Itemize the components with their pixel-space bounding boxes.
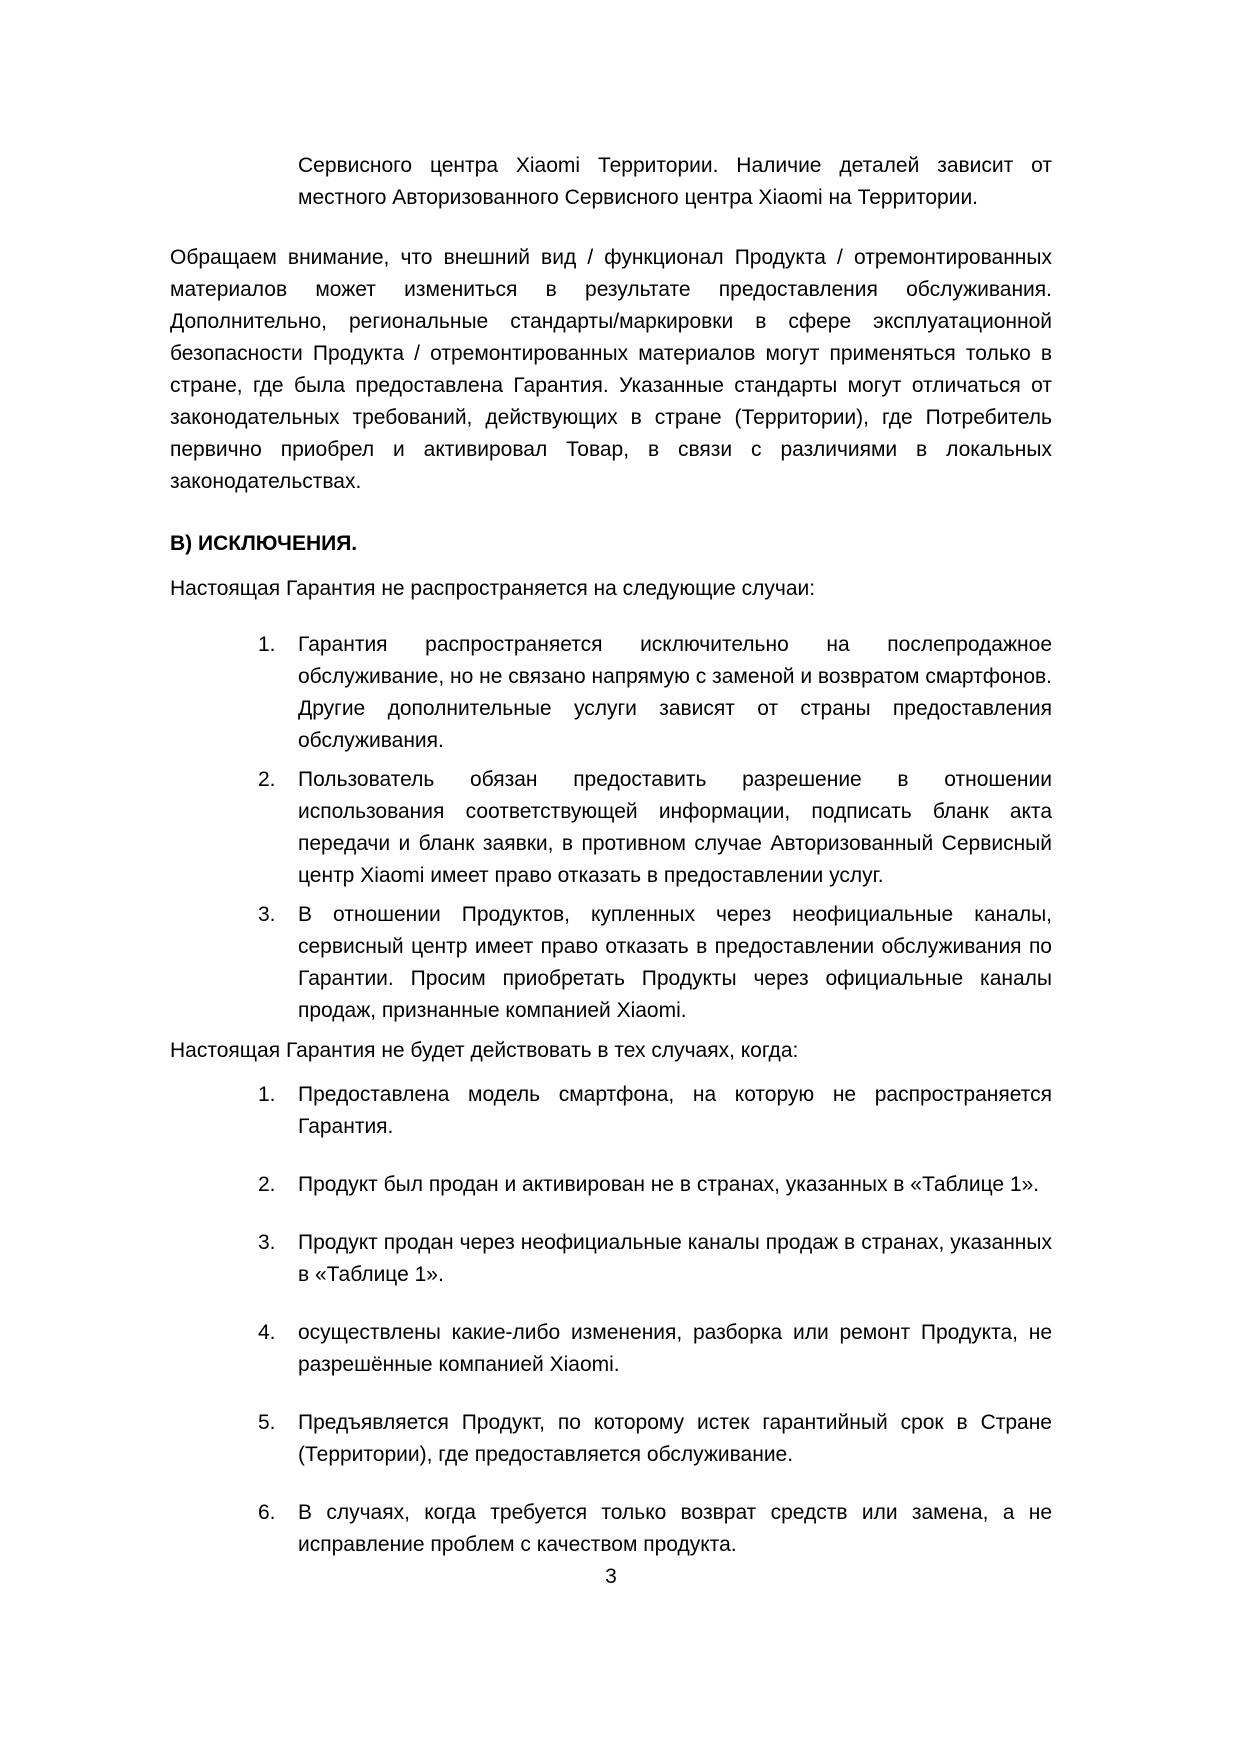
list-item <box>170 629 1052 757</box>
list-item <box>170 1227 1052 1291</box>
list-item-number: 2. <box>258 1173 276 1196</box>
list-item <box>170 764 1052 892</box>
list-item-text: Предоставлена модель смартфона, на которую не распространяется Гарантия. <box>298 1083 1052 1138</box>
notice-paragraph: Обращаем внимание, что внешний вид / функционал Продукта / отремонтированных материалов может измениться в результате предоставления обслуживания. Дополнительно, региональные стандарты/маркировки в сфере эксплуатационной безопасности Продукта / отремонтированных материалов могут применяться только в стране, где была предоставлена Гарантия. Указанные стандарты могут отличаться от законодательных требований, действующих в стране (Территории), где Потребитель первично приобрел и активировал Товар, в связи с различиями в локальных законодательствах. <box>170 246 1052 493</box>
exclusions-list <box>170 629 1052 1027</box>
list-item-text: Предъявляется Продукт, по которому истек гарантийный срок в Стране (Территории), где предоставляется обслуживание. <box>298 1411 1052 1466</box>
list-item <box>170 899 1052 1027</box>
void-list <box>170 1079 1052 1561</box>
list-item-number: 1. <box>258 1083 276 1106</box>
list-item <box>170 1317 1052 1381</box>
page-number: 3 <box>605 1565 617 1588</box>
list-item <box>170 1497 1052 1561</box>
list-item-text: Продукт был продан и активирован не в странах, указанных в «Таблице 1». <box>298 1173 1040 1196</box>
list-item <box>170 1169 1052 1201</box>
list-item-number: 3. <box>258 1231 276 1254</box>
list-item <box>170 1079 1052 1143</box>
list-item-number: 6. <box>258 1501 276 1524</box>
list-item-text: В отношении Продуктов, купленных через неофициальные каналы, сервисный центр имеет право отказать в предоставлении обслуживания по Гарантии. Просим приобретать Продукты через официальные каналы продаж, признанные компанией Xiaomi. <box>298 903 1052 1022</box>
list-item-number: 5. <box>258 1411 276 1434</box>
list-item-number: 3. <box>258 903 276 926</box>
exclusions-intro: Настоящая Гарантия не распространяется на следующие случаи: <box>170 577 816 600</box>
list-item-number: 2. <box>258 768 276 791</box>
continuation-paragraph: Сервисного центра Xiaomi Территории. Наличие деталей зависит от местного Авторизованного Сервисного центра Xiaomi на Территории. <box>298 154 1052 209</box>
void-intro: Настоящая Гарантия не будет действовать в тех случаях, когда: <box>170 1039 799 1062</box>
section-heading-exclusions: В) ИСКЛЮЧЕНИЯ. <box>170 532 358 555</box>
list-item-text: Гарантия распространяется исключительно на послепродажное обслуживание, но не связано напрямую с заменой и возвратом смартфонов. Другие дополнительные услуги зависят от страны предоставления обслуживания. <box>298 633 1052 752</box>
list-item-text: Продукт продан через неофициальные каналы продаж в странах, указанных в «Таблице 1». <box>298 1231 1052 1286</box>
list-item-text: Пользователь обязан предоставить разрешение в отношении использования соответствующей информации, подписать бланк акта передачи и бланк заявки, в противном случае Авторизованный Сервисный центр Xiaomi имеет право отказать в предоставлении услуг. <box>298 768 1052 887</box>
list-item-text: В случаях, когда требуется только возврат средств или замена, а не исправление проблем с качеством продукта. <box>298 1501 1052 1556</box>
list-item-number: 4. <box>258 1321 276 1344</box>
list-item-number: 1. <box>258 633 276 656</box>
list-item <box>170 1407 1052 1471</box>
list-item-text: осуществлены какие-либо изменения, разборка или ремонт Продукта, не разрешённые компанией Xiaomi. <box>298 1321 1052 1376</box>
